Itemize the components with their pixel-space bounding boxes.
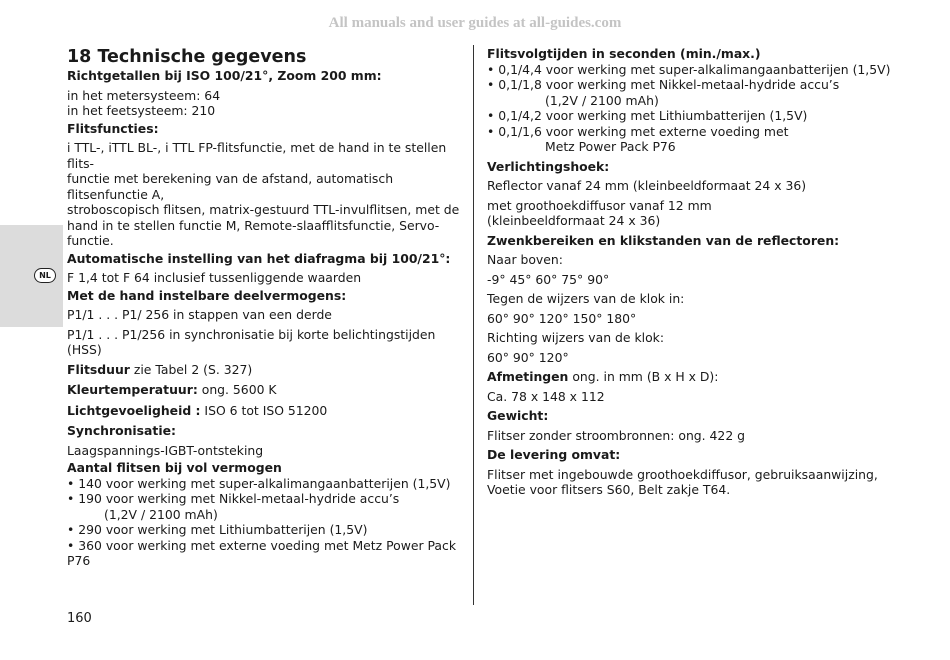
flash-functions-line-3: stroboscopisch flitsen, matrix-gestuurd TTL-invulflitsen, met de: [67, 202, 460, 217]
flash-count-item: • 140 voor werking met super-alkalimangaanbatterijen (1,5V): [67, 475, 451, 491]
left-column: [67, 46, 467, 569]
guide-number-metric: in het metersysteem: 64: [67, 87, 221, 103]
column-divider: [473, 45, 474, 605]
dimensions: [487, 369, 927, 385]
partial-power-line-2: P1/1 . . . P1/256 in synchronisatie bij korte belichtingstijden (HSS): [67, 326, 436, 357]
delivery-line: Flitser met ingebouwde groothoekdiffusor, gebruiksaanwijzing,: [487, 466, 878, 482]
aperture-text: F 1,4 tot F 64 inclusief tussenliggende waarden: [67, 270, 362, 285]
recycle-item-continuation: (1,2V / 2100 mAh): [545, 92, 659, 108]
guide-number-feet: in het feetsysteem: 210: [67, 103, 216, 118]
weight-heading: Gewicht:: [487, 408, 549, 423]
sensitivity-label: Lichtgevoeligheid :: [67, 402, 201, 418]
flash-count-heading: Aantal flitsen bij vol vermogen: [67, 460, 282, 475]
swivel-line: -9° 45° 60° 75° 90°: [487, 271, 610, 287]
weight-value: Flitser zonder stroombronnen: ong. 422 g: [487, 427, 746, 443]
guide-number-heading: Richtgetallen bij ISO 100/21°, Zoom 200 mm:: [67, 68, 382, 83]
recycle-item: • 0,1/1,6 voor werking met externe voeding met: [487, 123, 789, 139]
dimensions-label: Afmetingen: [487, 369, 569, 384]
flash-duration-value: zie Tabel 2 (S. 327): [129, 361, 253, 377]
delivery-line: Voetie voor flitsers S60, Belt zakje T64.: [487, 482, 731, 497]
flash-duration: [67, 362, 467, 378]
sensitivity-value: ISO 6 tot ISO 51200: [200, 402, 328, 418]
right-column: [487, 46, 927, 498]
recycle-item: • 0,1/4,2 voor werking met Lithiumbatterijen (1,5V): [487, 108, 808, 123]
recycle-item: • 0,1/1,8 voor werking met Nikkel-metaal-hydride accu’s: [487, 77, 840, 92]
flash-duration-label: Flitsduur: [67, 361, 130, 377]
flash-functions-line-4: hand in te stellen functie M, Remote-slaafflitsfunctie, Servo-functie.: [67, 217, 440, 248]
illumination-angle-line: Reflector vanaf 24 mm (kleinbeeldformaat 24 x 36): [487, 178, 807, 193]
flash-functions-line-2: functie met berekening van de afstand, automatisch flitsenfunctie A,: [67, 171, 394, 202]
page-title: 18 Technische gegevens: [67, 47, 307, 67]
illumination-angle-heading: Verlichtingshoek:: [487, 158, 610, 174]
watermark: All manuals and user guides at all-guides.com: [328, 15, 622, 31]
flash-count-item: • 290 voor werking met Lithiumbatterijen (1,5V): [67, 522, 368, 537]
sensitivity: [67, 403, 467, 419]
flash-functions-line-1: i TTL-, iTTL BL-, i TTL FP-flitsfunctie, met de hand in te stellen flits-: [67, 140, 447, 171]
swivel-line: 60° 90° 120°: [487, 349, 569, 365]
aperture-heading: Automatische instelling van het diafragma bij 100/21°:: [67, 250, 451, 266]
recycle-heading: Flitsvolgtijden in seconden (min./max.): [487, 46, 761, 61]
color-temperature-value: ong. 5600 K: [197, 382, 277, 397]
illumination-angle-line: met groothoekdiffusor vanaf 12 mm: [487, 197, 712, 213]
recycle-item: • 0,1/4,4 voor werking met super-alkalimangaanbatterijen (1,5V): [487, 61, 891, 77]
dimensions-value: Ca. 78 x 148 x 112: [487, 388, 605, 404]
flash-functions-heading: Flitsfuncties:: [67, 120, 159, 136]
partial-power-heading: Met de hand instelbare deelvermogens:: [67, 287, 347, 303]
flash-count-item: • 360 voor werking met externe voeding met Metz Power Pack P76: [67, 537, 456, 568]
swivel-line: Tegen de wijzers van de klok in:: [487, 291, 685, 306]
flash-count-item: • 190 voor werking met Nikkel-metaal-hydride accu’s: [67, 491, 400, 506]
illumination-angle-line: (kleinbeeldformaat 24 x 36): [487, 213, 661, 228]
color-temperature: [67, 382, 467, 398]
language-badge: NL: [34, 268, 56, 283]
sync-heading: Synchronisatie:: [67, 423, 176, 438]
swivel-line: Richting wijzers van de klok:: [487, 330, 665, 345]
color-temperature-label: Kleurtemperatuur:: [67, 382, 198, 397]
swivel-heading: Zwenkbereiken en klikstanden van de reflectoren:: [487, 232, 840, 248]
swivel-line: Naar boven:: [487, 252, 563, 267]
swivel-line: 60° 90° 120° 150° 180°: [487, 310, 637, 326]
recycle-item-continuation: Metz Power Pack P76: [545, 139, 676, 154]
partial-power-line-1: P1/1 . . . P1/ 256 in stappen van een derde: [67, 307, 332, 322]
flash-count-item-continuation: (1,2V / 2100 mAh): [104, 506, 218, 522]
sync-text: Laagspannings-IGBT-ontsteking: [67, 442, 264, 458]
delivery-heading: De levering omvat:: [487, 447, 621, 462]
dimensions-suffix: ong. in mm (B x H x D):: [568, 369, 719, 384]
page-number: 160: [67, 611, 92, 626]
